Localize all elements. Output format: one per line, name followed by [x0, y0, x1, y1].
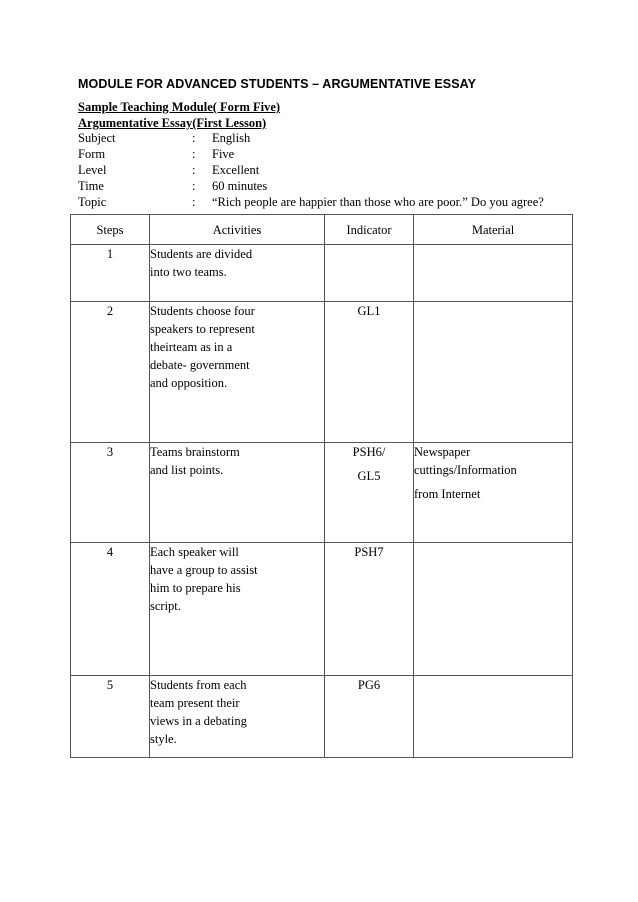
indicator-code: GL5 — [357, 469, 381, 483]
step-cell: 4 — [71, 543, 150, 676]
activity-line: Students choose four — [150, 304, 255, 318]
material-cell — [414, 302, 573, 443]
activity-line: team present their — [150, 696, 240, 710]
activity-cell — [150, 543, 325, 676]
meta-value: Excellent — [212, 163, 260, 177]
header-material: Material — [414, 215, 573, 245]
indicator-cell — [325, 676, 414, 758]
material-cell — [414, 245, 573, 302]
header-activities: Activities — [150, 215, 325, 245]
activity-line: and list points. — [150, 463, 224, 477]
meta-label: Time — [78, 179, 104, 193]
material-line: Newspaper — [414, 445, 471, 459]
table-header-row — [71, 215, 573, 245]
step-cell: 5 — [71, 676, 150, 758]
activity-line: Teams brainstorm — [150, 445, 240, 459]
meta-colon: : — [192, 179, 196, 193]
table-row — [71, 245, 573, 302]
activity-line: him to prepare his — [150, 581, 241, 595]
activity-line: Each speaker will — [150, 545, 239, 559]
meta-colon: : — [192, 147, 196, 161]
meta-colon: : — [192, 163, 196, 177]
step-cell: 1 — [71, 245, 150, 302]
header-steps: Steps — [71, 215, 150, 245]
indicator-code: PSH7 — [354, 545, 384, 559]
meta-value: English — [212, 131, 251, 145]
meta-value: “Rich people are happier than those who are poor.” Do you agree? — [212, 195, 544, 209]
table-row — [71, 676, 573, 758]
activity-line: Students are divided — [150, 247, 253, 261]
meta-label: Topic — [78, 195, 107, 209]
activity-line: theirteam as in a — [150, 340, 233, 354]
indicator-cell — [325, 543, 414, 676]
table-row — [71, 302, 573, 443]
lesson-subtitle: Argumentative Essay(First Lesson) — [78, 116, 267, 130]
material-line: from Internet — [414, 487, 481, 501]
indicator-code: PSH6/ — [352, 445, 386, 459]
activity-line: Students from each — [150, 678, 247, 692]
activity-line: have a group to assist — [150, 563, 258, 577]
module-title: MODULE FOR ADVANCED STUDENTS – ARGUMENTATIVE ESSAY — [78, 77, 477, 91]
meta-value: Five — [212, 147, 235, 161]
indicator-cell — [325, 245, 414, 302]
activity-line: views in a debating — [150, 714, 247, 728]
indicator-cell — [325, 443, 414, 543]
activity-line: speakers to represent — [150, 322, 255, 336]
material-cell — [414, 543, 573, 676]
step-cell: 2 — [71, 302, 150, 443]
activity-cell — [150, 676, 325, 758]
activity-cell — [150, 302, 325, 443]
meta-value: 60 minutes — [212, 179, 268, 193]
indicator-code: GL1 — [357, 304, 381, 318]
header-indicator: Indicator — [325, 215, 414, 245]
table-row — [71, 443, 573, 543]
material-cell — [414, 443, 573, 543]
activity-line: script. — [150, 599, 181, 613]
material-line: cuttings/Information — [414, 463, 517, 477]
meta-colon: : — [192, 195, 196, 209]
activity-line: and opposition. — [150, 376, 228, 390]
activity-line: style. — [150, 732, 177, 746]
activity-line: into two teams. — [150, 265, 227, 279]
activity-cell — [150, 245, 325, 302]
meta-label: Subject — [78, 131, 116, 145]
meta-label: Level — [78, 163, 107, 177]
lesson-table — [70, 214, 573, 758]
indicator-cell — [325, 302, 414, 443]
meta-colon: : — [192, 131, 196, 145]
step-cell: 3 — [71, 443, 150, 543]
activity-cell — [150, 443, 325, 543]
module-subtitle: Sample Teaching Module( Form Five) — [78, 100, 281, 114]
activity-line: debate- government — [150, 358, 250, 372]
meta-label: Form — [78, 147, 106, 161]
indicator-code: PG6 — [357, 678, 381, 692]
table-row — [71, 543, 573, 676]
material-cell — [414, 676, 573, 758]
